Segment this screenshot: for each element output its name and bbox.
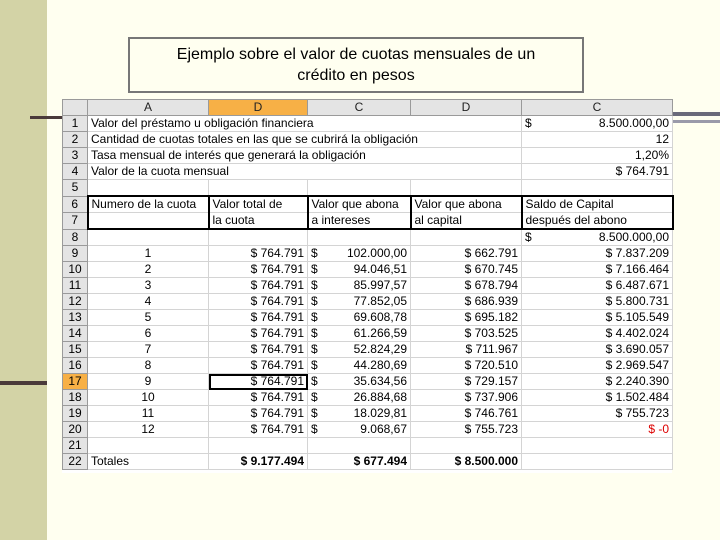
currency-symbol: $ [311,326,318,340]
slide-title-line2: crédito en pesos [297,67,415,84]
total-interest[interactable]: $ 677.494 [308,454,411,470]
installment-number[interactable]: 2 [88,262,209,278]
empty-cell[interactable] [308,229,411,246]
row-header[interactable]: 15 [63,342,88,358]
capital-amount[interactable]: $ 662.791 [411,246,522,262]
interest-amount[interactable] [308,326,411,342]
installment-number[interactable]: 11 [88,406,209,422]
column-header[interactable]: C [522,100,673,116]
interest-value: 26.884,68 [353,390,407,404]
accent-line [672,120,720,123]
table-row [63,438,673,454]
balance-amount[interactable]: $ 3.690.057 [522,342,673,358]
balance-amount[interactable]: $ 5.800.731 [522,294,673,310]
installment-number[interactable]: 8 [88,358,209,374]
column-header[interactable]: C [308,100,411,116]
row-header[interactable]: 10 [63,262,88,278]
empty-cell[interactable] [522,180,673,197]
empty-cell[interactable] [88,229,209,246]
balance-amount[interactable]: $ 2.240.390 [522,374,673,390]
table-row [63,148,673,164]
interest-rate[interactable]: 1,20% [522,148,673,164]
empty-cell[interactable] [209,180,308,197]
table-row [63,196,673,213]
header-cell[interactable]: Numero de la cuota [88,196,209,213]
interest-value: 102.000,00 [346,246,407,260]
interest-amount[interactable] [308,342,411,358]
installment-amount[interactable]: $ 764.791 [209,310,308,326]
table-row [63,310,673,326]
row-header[interactable]: 16 [63,358,88,374]
interest-amount[interactable] [308,358,411,374]
balance-amount[interactable]: $ 4.402.024 [522,326,673,342]
table-row [63,406,673,422]
capital-amount[interactable]: $ 678.794 [411,278,522,294]
interest-amount[interactable] [308,390,411,406]
row-header[interactable]: 2 [63,132,88,148]
installment-amount[interactable]: $ 764.791 [209,278,308,294]
select-all-corner[interactable] [63,100,88,116]
row-header[interactable]: 8 [63,229,88,246]
interest-amount[interactable] [308,262,411,278]
totals-label[interactable]: Totales [88,454,209,470]
total-installments[interactable]: $ 9.177.494 [209,454,308,470]
capital-amount[interactable]: $ 703.525 [411,326,522,342]
installment-amount[interactable]: $ 764.791 [209,422,308,438]
installment-number[interactable]: 4 [88,294,209,310]
interest-value: 85.997,57 [353,278,407,292]
row-header[interactable]: 4 [63,164,88,180]
capital-amount[interactable]: $ 670.745 [411,262,522,278]
interest-value: 52.824,29 [353,342,407,356]
interest-amount[interactable] [308,294,411,310]
currency-symbol: $ [311,406,318,420]
currency-symbol: $ [525,116,532,130]
spreadsheet[interactable] [62,99,672,473]
installment-number[interactable]: 9 [88,374,209,390]
totals-row [63,454,673,470]
interest-amount[interactable] [308,278,411,294]
currency-symbol: $ [311,294,318,308]
interest-value: 44.280,69 [353,358,407,372]
currency-symbol: $ [311,246,318,260]
balance-amount-negative[interactable]: $ -0 [522,422,673,438]
row-header[interactable]: 1 [63,116,88,132]
cell-label[interactable]: Valor de la cuota mensual [88,164,522,180]
interest-amount[interactable] [308,406,411,422]
capital-amount[interactable]: $ 695.182 [411,310,522,326]
installment-number[interactable]: 3 [88,278,209,294]
installment-number[interactable]: 12 [88,422,209,438]
installment-amount[interactable]: $ 764.791 [209,358,308,374]
header-cell[interactable]: Saldo de Capital [522,196,673,213]
installment-number[interactable]: 10 [88,390,209,406]
empty-cell[interactable] [411,229,522,246]
balance-amount[interactable]: $ 755.723 [522,406,673,422]
table-row [63,358,673,374]
currency-symbol: $ [311,422,318,436]
table-row [63,180,673,197]
row-header[interactable]: 7 [63,213,88,230]
table-row [63,246,673,262]
currency-symbol: $ [311,358,318,372]
interest-amount[interactable] [308,310,411,326]
interest-amount[interactable] [308,374,411,390]
header-cell[interactable]: Valor total de [209,196,308,213]
row-header[interactable]: 9 [63,246,88,262]
empty-cell[interactable] [308,438,411,454]
currency-symbol: $ [525,230,532,244]
balance-amount[interactable]: $ 7.166.464 [522,262,673,278]
installment-amount[interactable]: $ 764.791 [209,246,308,262]
table-row [63,132,673,148]
row-header[interactable]: 19 [63,406,88,422]
header-cell[interactable]: la cuota [209,213,308,230]
row-header[interactable]: 20 [63,422,88,438]
accent-line [0,381,47,385]
table-row [63,326,673,342]
row-header[interactable]: 18 [63,390,88,406]
installment-amount[interactable]: $ 764.791 [209,326,308,342]
installment-number[interactable]: 5 [88,310,209,326]
capital-amount[interactable]: $ 737.906 [411,390,522,406]
capital-amount[interactable]: $ 711.967 [411,342,522,358]
cell-label[interactable]: Tasa mensual de interés que generará la obligación [88,148,522,164]
empty-cell[interactable] [522,438,673,454]
balance-amount[interactable]: $ 1.502.484 [522,390,673,406]
installment-amount[interactable]: $ 764.791 [209,294,308,310]
cell-label[interactable]: Cantidad de cuotas totales en las que se cubrirá la obligación [88,132,522,148]
installment-number[interactable]: 7 [88,342,209,358]
row-header[interactable]: 22 [63,454,88,470]
row-header-selected[interactable]: 17 [63,374,88,390]
table-row [63,422,673,438]
row-header[interactable]: 12 [63,294,88,310]
loan-amount: 8.500.000,00 [598,116,669,130]
interest-value: 9.068,67 [360,422,407,436]
row-header[interactable]: 14 [63,326,88,342]
empty-cell[interactable] [209,438,308,454]
column-header[interactable]: D [411,100,522,116]
interest-value: 35.634,56 [353,374,407,388]
installment-amount[interactable]: $ 764.791 [209,262,308,278]
row-header[interactable]: 3 [63,148,88,164]
header-cell[interactable]: Valor que abona [411,196,522,213]
interest-value: 77.852,05 [353,294,407,308]
capital-amount[interactable]: $ 755.723 [411,422,522,438]
slide-title [128,37,584,93]
header-cell[interactable]: después del abono [522,213,673,230]
table-row [63,262,673,278]
installment-amount[interactable]: $ 764.791 [209,390,308,406]
empty-cell[interactable] [88,438,209,454]
initial-balance[interactable] [522,229,673,246]
empty-cell[interactable] [308,180,411,197]
monthly-payment[interactable]: $ 764.791 [522,164,673,180]
installment-number[interactable]: 6 [88,326,209,342]
installment-count[interactable]: 12 [522,132,673,148]
column-header-selected[interactable]: D [209,100,308,116]
column-header[interactable]: A [88,100,209,116]
empty-cell[interactable] [411,180,522,197]
initial-balance-value: 8.500.000,00 [598,230,669,244]
interest-value: 94.046,51 [353,262,407,276]
currency-symbol: $ [311,374,318,388]
currency-symbol: $ [311,262,318,276]
balance-amount[interactable]: $ 2.969.547 [522,358,673,374]
capital-amount[interactable]: $ 686.939 [411,294,522,310]
capital-amount[interactable]: $ 746.761 [411,406,522,422]
empty-cell[interactable] [522,454,673,470]
interest-value: 61.266,59 [353,326,407,340]
table-row [63,342,673,358]
currency-symbol: $ [311,278,318,292]
total-capital[interactable]: $ 8.500.000 [411,454,522,470]
spreadsheet-grid [62,99,674,470]
cell-value[interactable] [522,116,673,132]
table-row [63,164,673,180]
table-row [63,390,673,406]
cell-label[interactable]: Valor del préstamo u obligación financiera [88,116,522,132]
balance-amount[interactable]: $ 6.487.671 [522,278,673,294]
table-row [63,278,673,294]
currency-symbol: $ [311,342,318,356]
interest-value: 69.608,78 [353,310,407,324]
interest-amount[interactable] [308,422,411,438]
row-header[interactable]: 13 [63,310,88,326]
active-cell[interactable]: $ 764.791 [209,374,308,390]
empty-cell[interactable] [209,229,308,246]
row-header[interactable]: 11 [63,278,88,294]
interest-amount[interactable] [308,246,411,262]
row-header[interactable]: 21 [63,438,88,454]
table-row [63,374,673,390]
table-row [63,116,673,132]
installment-number[interactable]: 1 [88,246,209,262]
table-row [63,294,673,310]
empty-cell[interactable] [411,438,522,454]
interest-value: 18.029,81 [353,406,407,420]
accent-line [672,112,720,116]
slide-title-line1: Ejemplo sobre el valor de cuotas mensuales de un [176,46,536,63]
left-decorative-bar [0,0,47,540]
row-header[interactable]: 6 [63,196,88,213]
column-header-row [63,100,673,116]
installment-amount[interactable]: $ 764.791 [209,406,308,422]
balance-amount[interactable]: $ 7.837.209 [522,246,673,262]
currency-symbol: $ [311,390,318,404]
table-row [63,229,673,246]
header-cell[interactable] [88,213,209,230]
empty-cell[interactable] [88,180,209,197]
capital-amount[interactable]: $ 729.157 [411,374,522,390]
header-cell[interactable]: Valor que abona [308,196,411,213]
installment-amount[interactable]: $ 764.791 [209,342,308,358]
header-cell[interactable]: a intereses [308,213,411,230]
header-cell[interactable]: al capital [411,213,522,230]
table-row [63,213,673,230]
currency-symbol: $ [311,310,318,324]
capital-amount[interactable]: $ 720.510 [411,358,522,374]
balance-amount[interactable]: $ 5.105.549 [522,310,673,326]
row-header[interactable]: 5 [63,180,88,197]
